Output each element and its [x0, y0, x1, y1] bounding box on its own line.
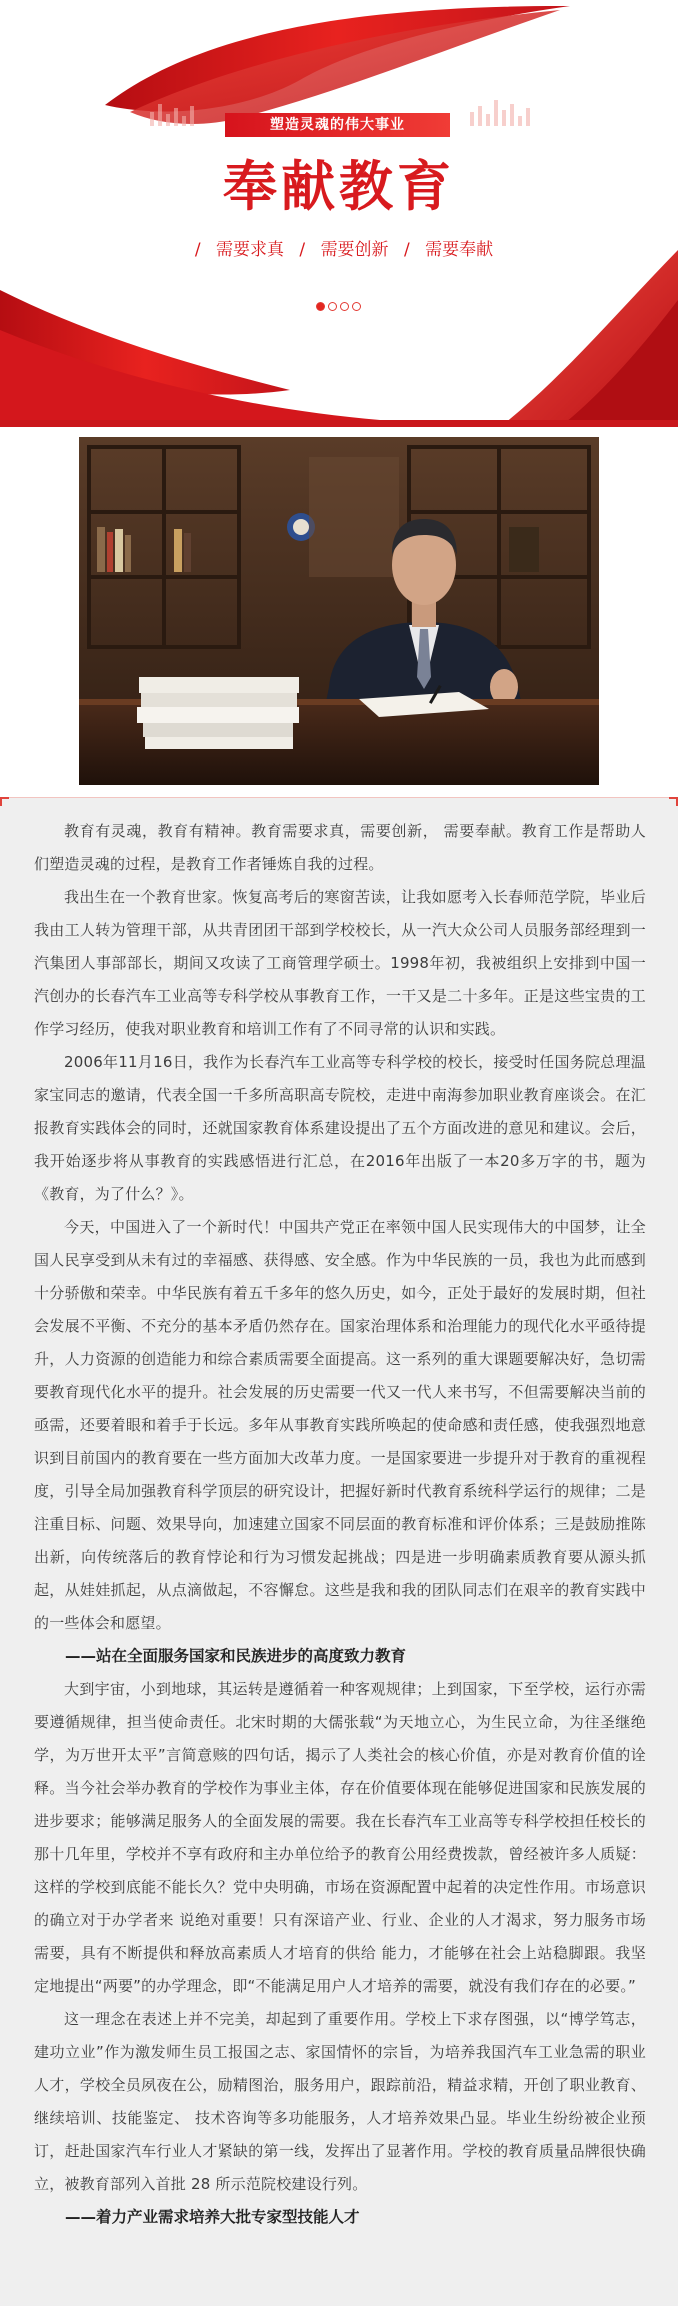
article-paragraph: 今天，中国进入了一个新时代！中国共产党正在率领中国人民实现伟大的中国梦，让全国人民享受到从未有过的幸福感、获得感、安全感。作为中华民族的一员，我也为此而感到十分骄傲和荣幸。中华民族有着五千多年的悠久历史，如今，正处于最好的发展时期，但社会发展不平衡、不充分的基本矛盾仍然存在。国家治理体系和治理能力的现代化水平亟待提升，人力资源的创造能力和综合素质需要全面提高。这一系列的重大课题要解决好，急切需要教育现代化水平的提升。社会发展的历史需要一代又一代人来书写，不但需要解决当前的亟需，还要着眼和着手于长远。多年从事教育实践所唤起的使命感和责任感，使我强烈地意识到目前国内的教育要在一些方面加大改革力度。一是国家要进一步提升对于教育的重视程 度，引导全局加强教育科学顶层的研究设计，把握好新时代教育系统科学运行的规律；二是注重目标、问题、效果导向，加速建立国家不同层面的教育标准和评价体系；三是鼓励推陈出新，向传统落后的教育悖论和行为习惯发起挑战；四是进一步明确素质教育要从源头抓起，从娃娃抓起，从点滴做起，不容懈怠。这些是我和我的团队同志们在艰辛的教育实践中的一些体会和愿望。	[34, 1218, 646, 1632]
slogan-separator: /	[299, 240, 306, 260]
carousel-dot[interactable]	[352, 302, 361, 311]
hero-banner	[0, 0, 678, 427]
article-paragraph: 这一理念在表述上并不完美，却起到了重要作用。学校上下求存图强，以“博学笃志，建功立业”作为激发师生员工报国之志、家国情怀的宗旨，为培养我国汽车工业急需的职业人才，学校全员夙夜在公，励精图治，服务用户，跟踪前沿，精益求精，开创了职业教育、继续培训、技能鉴定、 技术咨询等多功能服务，人才培养效果凸显。毕业生纷纷被企业预订，赶赴国家汽车行业人才紧缺的第一线，发挥出了显著作用。学校的教育质量品牌很快确立，被教育部列入首批 28 所示范院校建设行列。	[34, 2010, 646, 2193]
slogan-separator: /	[194, 240, 201, 260]
carousel-dot[interactable]	[316, 302, 325, 311]
banner-title: 奉献教育	[223, 155, 455, 218]
article-paragraph: 我出生在一个教育世家。恢复高考后的寒窗苦读，让我如愿考入长春师范学院，毕业后我由工人转为管理干部，从共青团团干部到学校校长，从一汽大众公司人员服务部经理到一汽集团人事部部长，期间又攻读了工商管理学硕士。1998年初，我被组织上安排到中国一汽创办的长春汽车工业高等专科学校从事教育工作，一干又是二十多年。正是这些宝贵的工作学习经历，使我对职业教育和培训工作有了不同寻常的认识和实践。	[34, 888, 646, 1038]
banner-tagline: 塑造灵魂的伟大事业	[225, 113, 450, 137]
panel-corner-right	[669, 797, 678, 806]
carousel-indicators	[316, 302, 361, 312]
panel-corner-left	[0, 797, 9, 806]
portrait-photo	[79, 437, 599, 785]
article-paragraph: 大到宇宙，小到地球，其运转是遵循着一种客观规律；上到国家，下至学校，运行亦需要遵循规律，担当使命责任。北宋时期的大儒张载“为天地立心，为生民立命，为往圣继绝学，为万世开太平”言简意赅的四句话，揭示了人类社会的核心价值，亦是对教育价值的诠释。当今社会举办教育的学校作为事业主体，存在价值要体现在能够促进国家和民族发展的进步要求；能够满足服务人的全面发展的需要。我在长春汽车工业高等专科学校担任校长的那十几年里，学校并不享有政府和主办单位给予的教育公用经费拨款，曾经被许多人质疑：这样的学校到底能不能长久？党中央明确，市场在资源配置中起着的决定性作用。市场意识的确立对于办学者来 说绝对重要！只有深谙产业、行业、企业的人才渴求，努力服务市场需要，具有不断提供和释放高素质人才培育的供给 能力，才能够在社会上站稳脚跟。我坚定地提出“两要”的办学理念，即“不能满足用户人才培养的需要，就没有我们存在的必要。”	[34, 1680, 646, 1995]
office-portrait-image	[79, 437, 599, 785]
carousel-dot[interactable]	[328, 302, 337, 311]
carousel-dot[interactable]	[340, 302, 349, 311]
article-paragraph: 2006年11月16日，我作为长春汽车工业高等专科学校的校长，接受时任国务院总理温家宝同志的邀请，代表全国一千多所高职高专院校，走进中南海参加职业教育座谈会。在汇报教育实践体会的同时，还就国家教育体系建设提出了五个方面改进的意见和建议。会后，我开始逐步将从事教育的实践感悟进行汇总，在2016年出版了一本20多万字的书，题为《教育，为了什么？》。	[34, 1053, 646, 1203]
slogan-separator: /	[403, 240, 410, 260]
banner-slogans	[0, 238, 678, 262]
slogan-1: 需要求真	[216, 240, 285, 260]
article-paragraph: 教育有灵魂，教育有精神。教育需要求真，需要创新， 需要奉献。教育工作是帮助人们塑造灵魂的过程，是教育工作者锤炼自我的过程。	[34, 822, 646, 873]
article-body	[34, 815, 646, 2234]
slogan-3: 需要奉献	[425, 240, 494, 260]
next-section-heading: ——着力产业需求培养大批专家型技能人才	[65, 2208, 360, 2226]
slogan-2: 需要创新	[320, 240, 389, 260]
section-heading: ——站在全面服务国家和民族进步的高度致力教育	[65, 1647, 407, 1665]
